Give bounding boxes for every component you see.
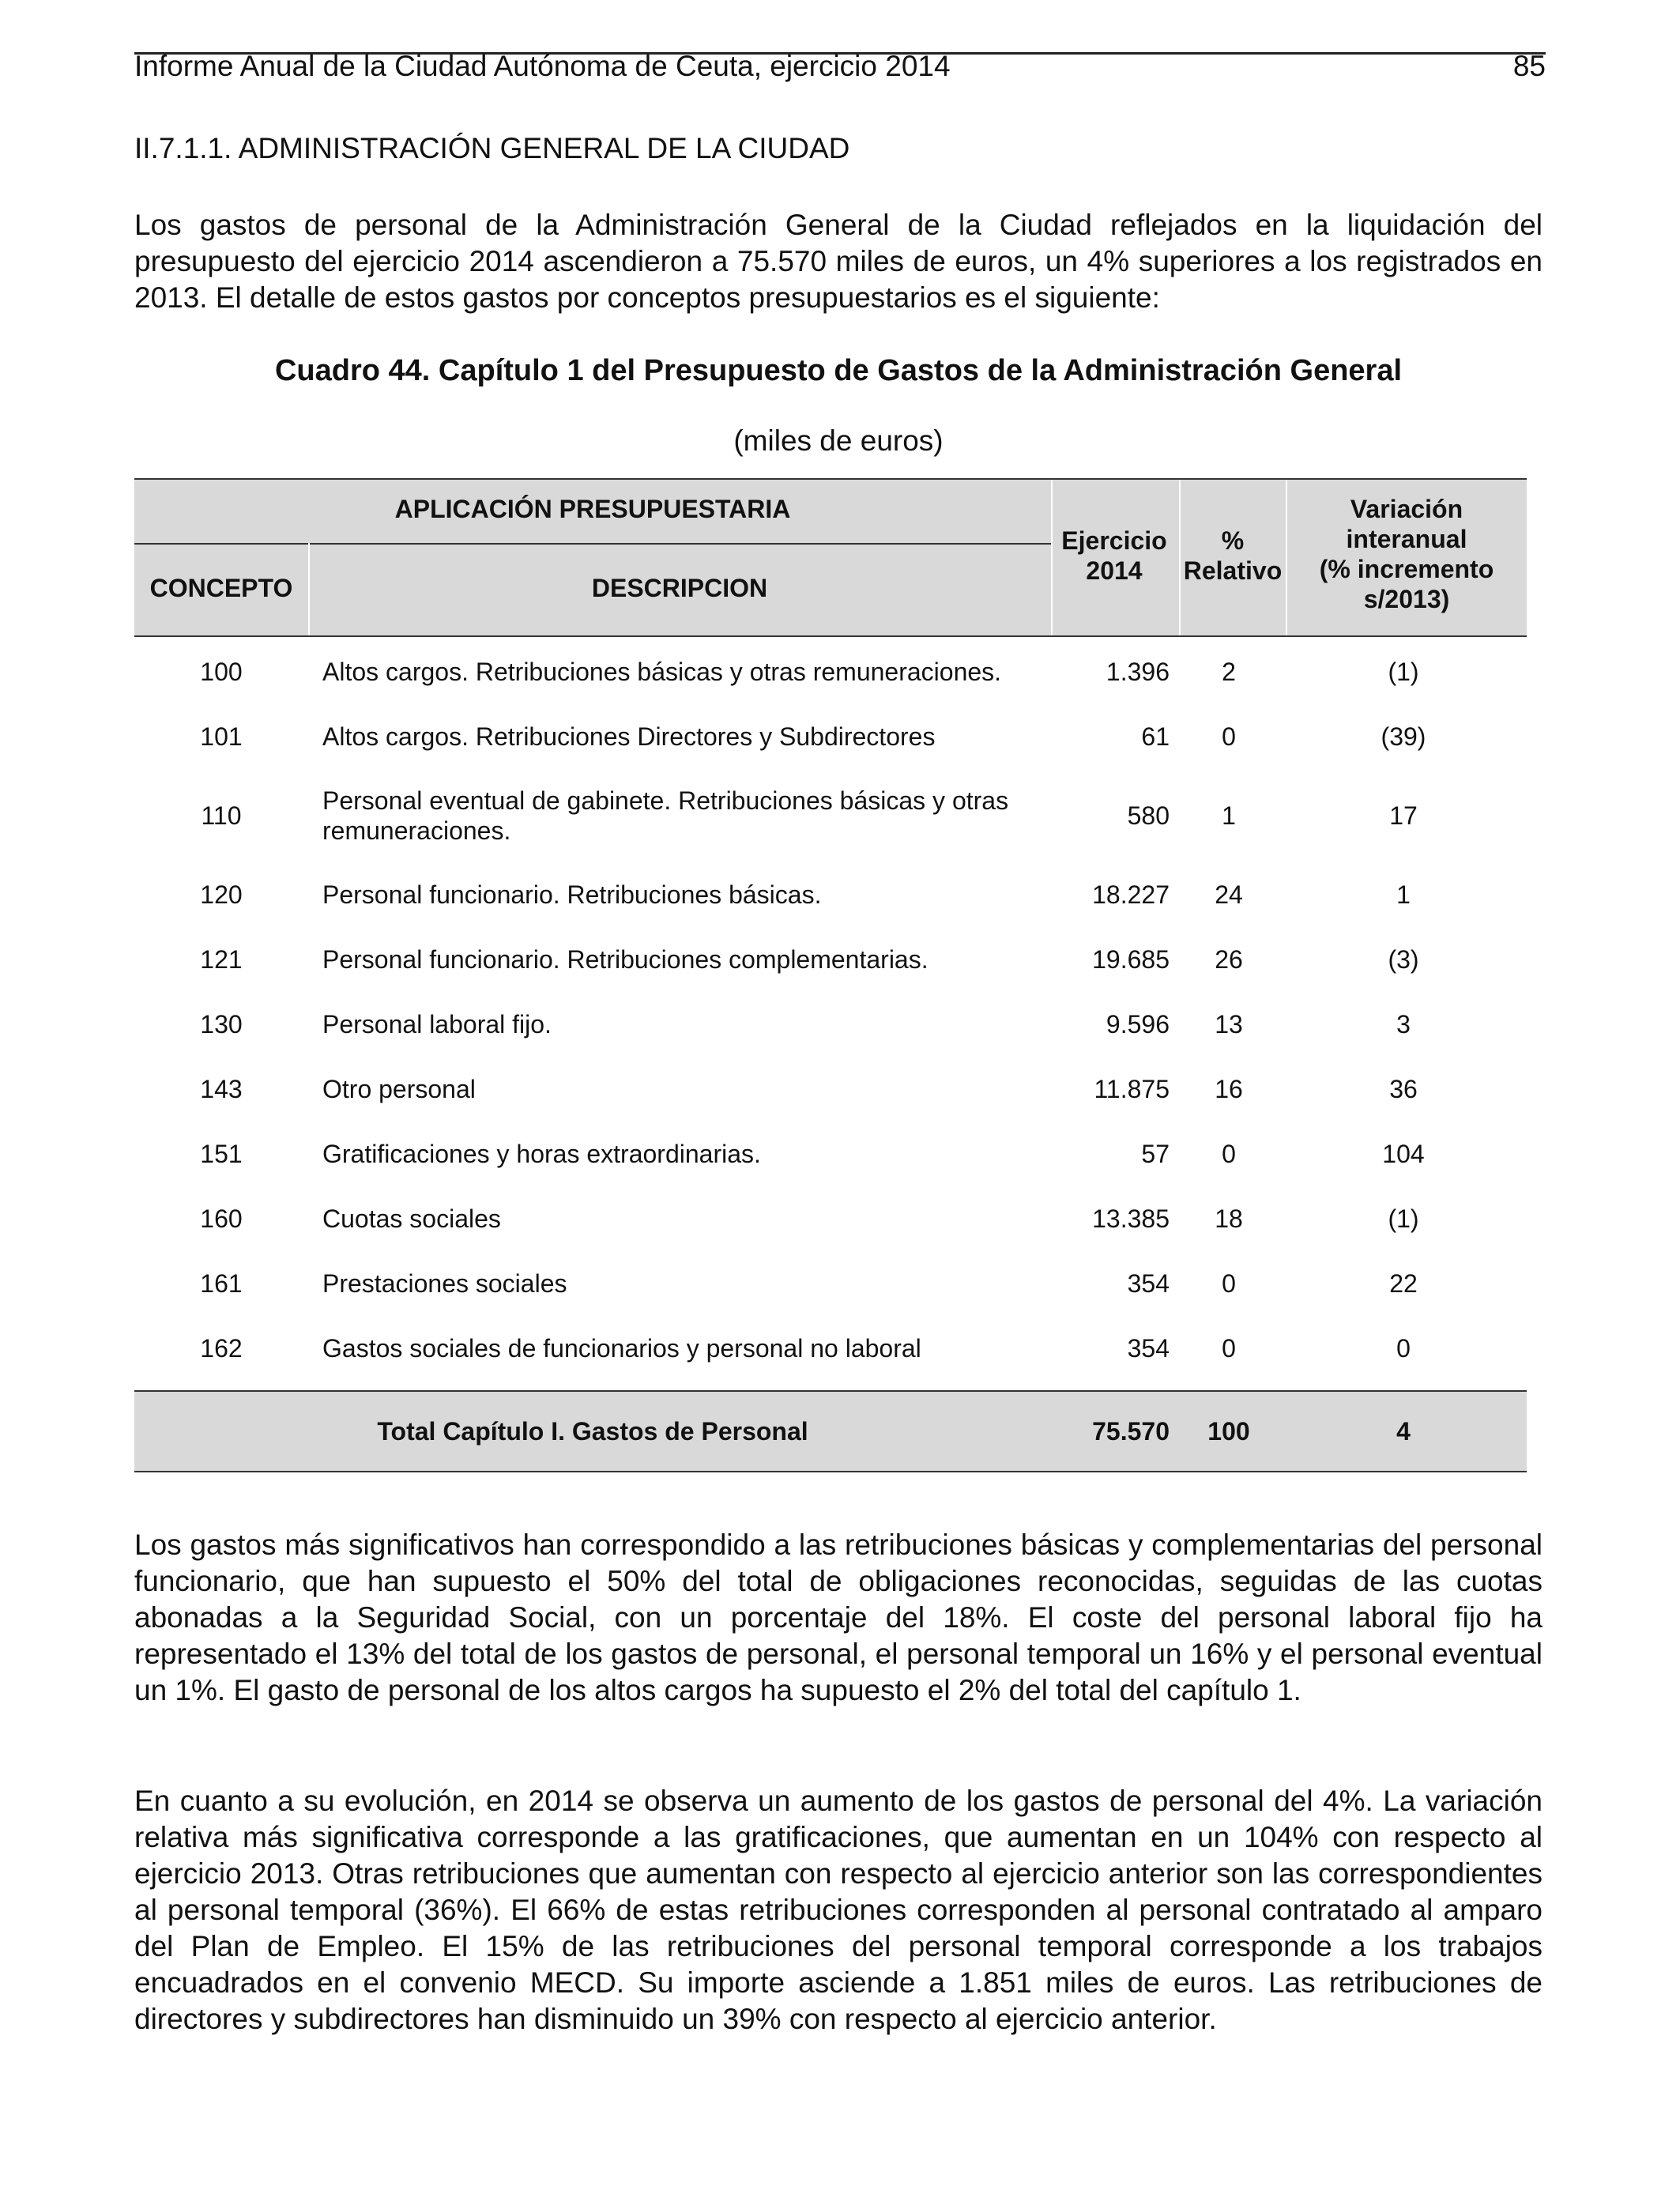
header-variacion: [1288, 494, 1525, 614]
row-code: 101: [200, 722, 243, 751]
row-description: Gastos sociales de funcionarios y personal no laboral: [322, 1334, 921, 1363]
row-ejercicio: 18.227: [1092, 880, 1170, 909]
total-relativo: 100: [1207, 1416, 1250, 1446]
table-row: [134, 927, 1527, 992]
header-variacion-line2: interanual: [1346, 525, 1467, 553]
total-ejercicio: 75.570: [1092, 1416, 1170, 1446]
row-code: 120: [200, 880, 243, 909]
header-variacion-line1: Variación: [1350, 495, 1463, 523]
table-units: (miles de euros): [733, 424, 944, 457]
column-separator: [1179, 480, 1181, 635]
row-description: Otro personal: [322, 1075, 476, 1103]
header-ejercicio: [1051, 526, 1177, 586]
row-code: 161: [200, 1269, 243, 1298]
row-ejercicio: 11.875: [1094, 1075, 1170, 1103]
row-variacion: (3): [1388, 945, 1419, 974]
report-title: Informe Anual de la Ciudad Autónoma de Ceuta, ejercicio 2014: [134, 50, 951, 82]
row-code: 121: [200, 945, 243, 974]
row-description: Personal laboral fijo.: [322, 1010, 552, 1039]
table-header: [134, 478, 1527, 637]
table-row: [134, 1057, 1527, 1122]
row-description: Prestaciones sociales: [322, 1269, 567, 1298]
budget-table: [134, 478, 1527, 1472]
table-row: [134, 862, 1527, 927]
row-ejercicio: 61: [1141, 722, 1170, 751]
row-relativo: 0: [1222, 1334, 1236, 1363]
row-code: 143: [200, 1075, 243, 1103]
header-variacion-line4: s/2013): [1363, 585, 1450, 613]
row-ejercicio: 354: [1127, 1269, 1170, 1298]
row-ejercicio: 57: [1141, 1140, 1170, 1168]
row-relativo: 0: [1222, 1269, 1236, 1298]
row-ejercicio: 9.596: [1106, 1010, 1170, 1039]
header-divider: [134, 543, 1051, 545]
evolution-paragraph: En cuanto a su evolución, en 2014 se observa un aumento de los gastos de personal del 4%. La variación relativa más significativa corresponde a las gratificaciones, que aumentan en un 104% con respecto al ejercicio 2013. Otras retribuciones que aumentan con respecto al ejercicio anterior son las correspondientes al personal temporal (36%). El 66% de estas retribuciones corresponden al personal contratado al amparo del Plan de Empleo. El 15% de las retribuciones del personal temporal corresponde a los trabajos encuadrados en el convenio MECD. Su importe asciende a 1.851 miles de euros. Las retribuciones de directores y subdirectores han disminuido un 39% con respecto al ejercicio anterior.: [134, 1785, 1543, 2035]
row-ejercicio: 580: [1127, 801, 1170, 830]
row-description: Altos cargos. Retribuciones Directores y Subdirectores: [322, 722, 936, 751]
row-relativo: 24: [1215, 880, 1243, 909]
row-code: 100: [200, 658, 243, 686]
intro-paragraph: Los gastos de personal de la Administración General de la Ciudad reflejados en la liquidación del presupuesto del ejercicio 2014 ascendieron a 75.570 miles de euros, un 4% superiores a los registrados en 2013. El detalle de estos gastos por conceptos presupuestarios es el siguiente:: [134, 209, 1543, 314]
table-title: Cuadro 44. Capítulo 1 del Presupuesto de Gastos de la Administración General: [274, 354, 1403, 387]
row-ejercicio: 354: [1127, 1334, 1170, 1363]
row-description: Altos cargos. Retribuciones básicas y otras remuneraciones.: [322, 658, 1002, 686]
header-relativo: [1181, 526, 1284, 586]
row-ejercicio: 19.685: [1092, 945, 1170, 974]
running-header: [134, 49, 1546, 82]
row-relativo: 26: [1215, 945, 1243, 974]
row-variacion: 36: [1389, 1075, 1418, 1103]
row-code: 162: [200, 1334, 243, 1363]
row-code: 151: [200, 1140, 243, 1168]
row-relativo: 2: [1222, 658, 1236, 686]
row-variacion: 3: [1396, 1010, 1411, 1039]
header-descripcion: DESCRIPCION: [591, 574, 768, 602]
row-ejercicio: 13.385: [1092, 1204, 1170, 1233]
row-variacion: (1): [1388, 1204, 1419, 1233]
table-total-row: [134, 1390, 1527, 1472]
table-row: [134, 704, 1527, 769]
header-ejercicio-line1: Ejercicio: [1061, 526, 1167, 555]
table-row: [134, 1186, 1527, 1251]
row-ejercicio: 1.396: [1106, 658, 1170, 686]
header-relativo-line1: %: [1221, 526, 1245, 555]
total-variacion: 4: [1396, 1416, 1411, 1446]
table-row: [134, 1316, 1527, 1381]
row-description: Personal funcionario. Retribuciones complementarias.: [322, 945, 929, 974]
row-relativo: 1: [1222, 801, 1236, 830]
row-relativo: 18: [1215, 1204, 1243, 1233]
header-concepto: CONCEPTO: [149, 574, 293, 602]
column-separator: [1051, 480, 1053, 635]
page-number: 85: [1512, 50, 1546, 82]
column-separator: [308, 543, 310, 635]
table-row: [134, 1251, 1527, 1316]
row-relativo: 0: [1222, 722, 1236, 751]
table-row: [134, 769, 1527, 862]
row-relativo: 13: [1215, 1010, 1243, 1039]
section-heading: II.7.1.1. ADMINISTRACIÓN GENERAL DE LA CIUDAD: [134, 132, 850, 164]
analysis-paragraph: Los gastos más significativos han correspondido a las retribuciones básicas y complementarias del personal funcionario, que han supuesto el 50% del total de obligaciones reconocidas, seguidas de las cuotas abonadas a la Seguridad Social, con un porcentaje del 18%. El coste del personal laboral fijo ha representado el 13% del total de los gastos de personal, el personal temporal un 16% y el personal eventual un 1%. El gasto de personal de los altos cargos ha supuesto el 2% del total del capítulo 1.: [134, 1529, 1543, 1706]
row-variacion: 104: [1382, 1140, 1425, 1168]
row-relativo: 16: [1215, 1075, 1243, 1103]
row-variacion: 0: [1396, 1334, 1411, 1363]
header-variacion-line3: (% incremento: [1319, 555, 1494, 583]
row-description: Gratificaciones y horas extraordinarias.: [322, 1140, 761, 1168]
row-variacion: (39): [1381, 722, 1426, 751]
header-ejercicio-line2: 2014: [1086, 556, 1143, 585]
table-row: [134, 1122, 1527, 1186]
column-separator: [1286, 480, 1287, 635]
row-relativo: 0: [1222, 1140, 1236, 1168]
row-variacion: (1): [1388, 658, 1419, 686]
row-variacion: 17: [1389, 801, 1418, 830]
row-code: 110: [201, 801, 242, 830]
row-description: Cuotas sociales: [322, 1204, 501, 1233]
row-code: 160: [200, 1204, 243, 1233]
table-row: [134, 992, 1527, 1057]
row-description: Personal eventual de gabinete. Retribuciones básicas y otras remuneraciones.: [322, 786, 1009, 845]
header-relativo-line2: Relativo: [1183, 556, 1283, 585]
row-code: 130: [200, 1010, 243, 1039]
row-variacion: 1: [1396, 880, 1411, 909]
total-label: Total Capítulo I. Gastos de Personal: [377, 1416, 808, 1446]
table-row: [134, 639, 1527, 704]
header-aplicacion: APLICACIÓN PRESUPUESTARIA: [394, 495, 791, 523]
row-description: Personal funcionario. Retribuciones básicas.: [322, 880, 822, 909]
row-variacion: 22: [1389, 1269, 1418, 1298]
